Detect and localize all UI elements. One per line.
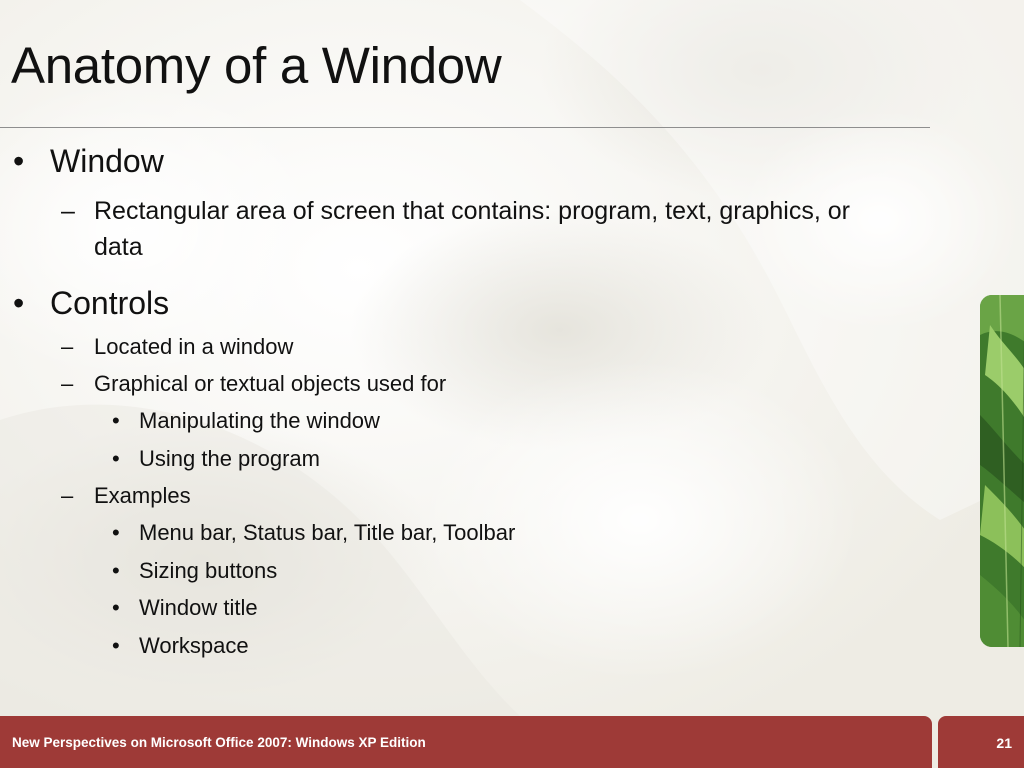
- list-item: [0, 365, 940, 402]
- list-item: [0, 477, 940, 514]
- list-item: [0, 440, 940, 478]
- bullet-marker: •: [13, 285, 25, 321]
- bullet-marker: •: [112, 445, 120, 471]
- footer-text: New Perspectives on Microsoft Office 2007: Windows XP Edition: [12, 735, 426, 750]
- bullet-text: Located in a window: [94, 334, 294, 359]
- bullet-marker: •: [112, 408, 120, 433]
- slide-title: Anatomy of a Window: [11, 37, 502, 94]
- bullet-marker: •: [112, 632, 120, 658]
- title-underline: [0, 127, 930, 128]
- bullet-text: Using the program: [139, 445, 320, 471]
- list-item: [0, 552, 940, 590]
- bullet-text: Graphical or textual objects used for: [94, 371, 447, 396]
- dash-marker: –: [61, 483, 74, 508]
- bullet-text: Window title: [139, 595, 258, 620]
- bullet-marker: •: [112, 520, 120, 545]
- bullet-marker: •: [13, 143, 25, 179]
- list-item: [0, 402, 940, 440]
- list-item: [0, 139, 940, 183]
- bullet-text: Examples: [94, 483, 191, 508]
- bullet-text: Controls: [50, 285, 170, 321]
- leaf-photo: [980, 295, 1024, 647]
- list-item: [0, 193, 894, 265]
- dash-marker: –: [61, 197, 75, 225]
- bullet-text: Rectangular area of screen that contains: program, text, graphics, or data: [94, 197, 850, 261]
- bullet-text: Manipulating the window: [139, 408, 380, 433]
- bullet-list: [0, 139, 940, 664]
- bullet-text: Window: [50, 143, 164, 179]
- bullet-marker: •: [112, 595, 120, 620]
- dash-marker: –: [61, 334, 74, 359]
- bullet-text: Menu bar, Status bar, Title bar, Toolbar: [139, 520, 516, 545]
- list-item: [0, 328, 940, 365]
- list-item: [0, 589, 940, 627]
- list-item: [0, 627, 940, 665]
- list-item: [0, 281, 940, 325]
- bullet-text: Workspace: [139, 632, 249, 658]
- bullet-text: Sizing buttons: [139, 557, 278, 583]
- bullet-marker: •: [112, 557, 120, 583]
- page-number: 21: [996, 735, 1012, 751]
- list-item: [0, 514, 940, 552]
- dash-marker: –: [61, 371, 74, 396]
